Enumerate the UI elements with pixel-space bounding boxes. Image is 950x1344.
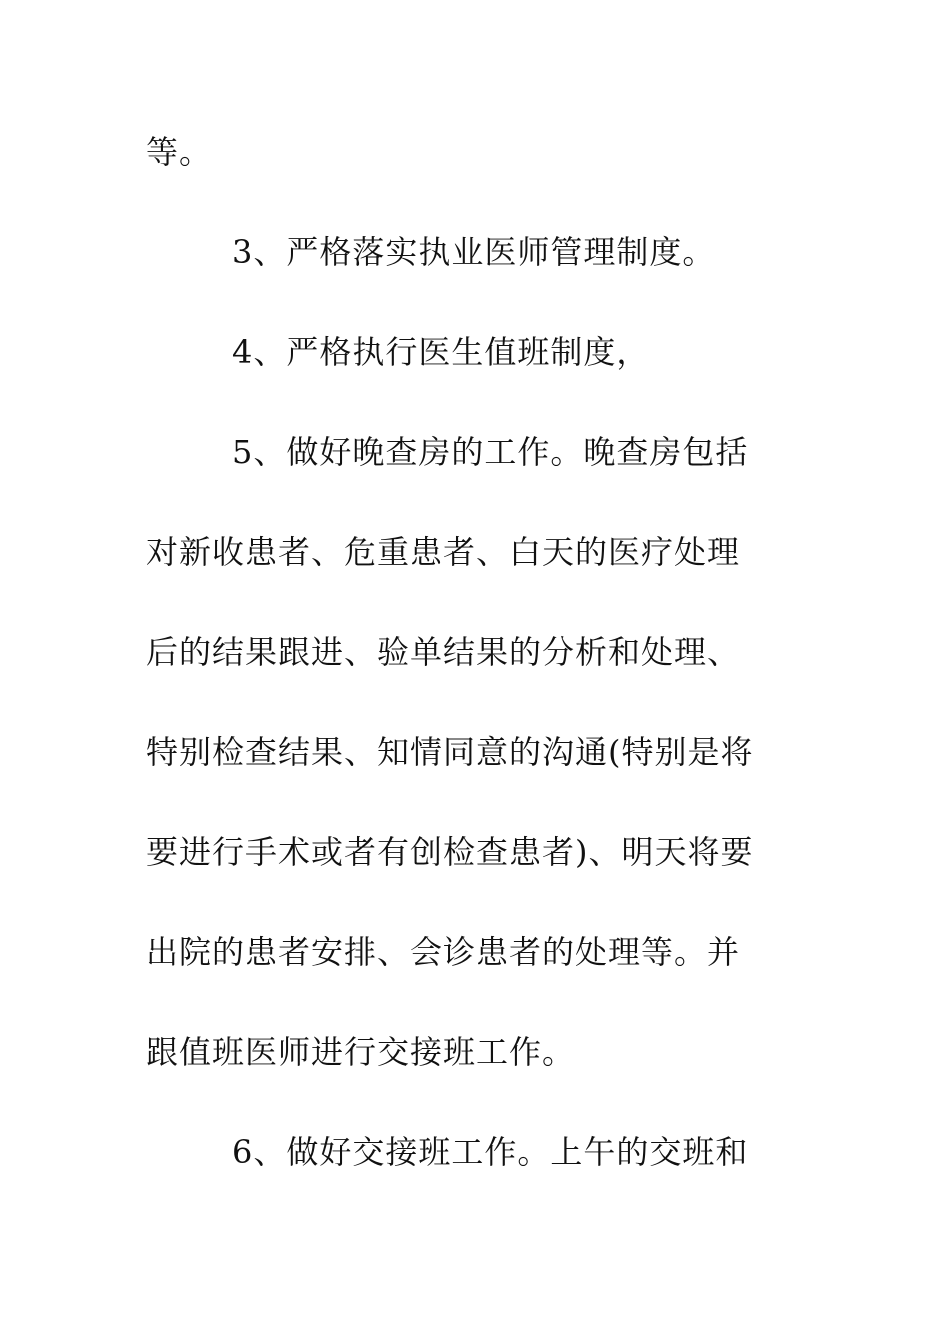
text-line-item-5-cont-6: 跟值班医师进行交接班工作。 xyxy=(146,1033,576,1071)
text-line-item-5-cont-3: 特别检查结果、知情同意的沟通(特别是将 xyxy=(146,733,754,771)
text-line-item-5-cont-2: 后的结果跟进、验单结果的分析和处理、 xyxy=(146,633,741,671)
text-line-item-5-cont-5: 出院的患者安排、会诊患者的处理等。并 xyxy=(146,933,741,971)
text-line-item-5-cont-1: 对新收患者、危重患者、白天的医疗处理 xyxy=(146,533,741,571)
text-line-item-6: 6、做好交接班工作。上午的交班和 xyxy=(232,1133,749,1171)
text-line-continuation: 等。 xyxy=(146,133,213,171)
text-line-item-3: 3、严格落实执业医师管理制度。 xyxy=(232,233,716,271)
text-line-item-4: 4、严格执行医生值班制度， xyxy=(232,333,650,371)
text-line-item-5: 5、做好晚查房的工作。晚查房包括 xyxy=(232,433,749,471)
text-line-item-5-cont-4: 要进行手术或者有创检查患者)、明天将要 xyxy=(146,833,754,871)
